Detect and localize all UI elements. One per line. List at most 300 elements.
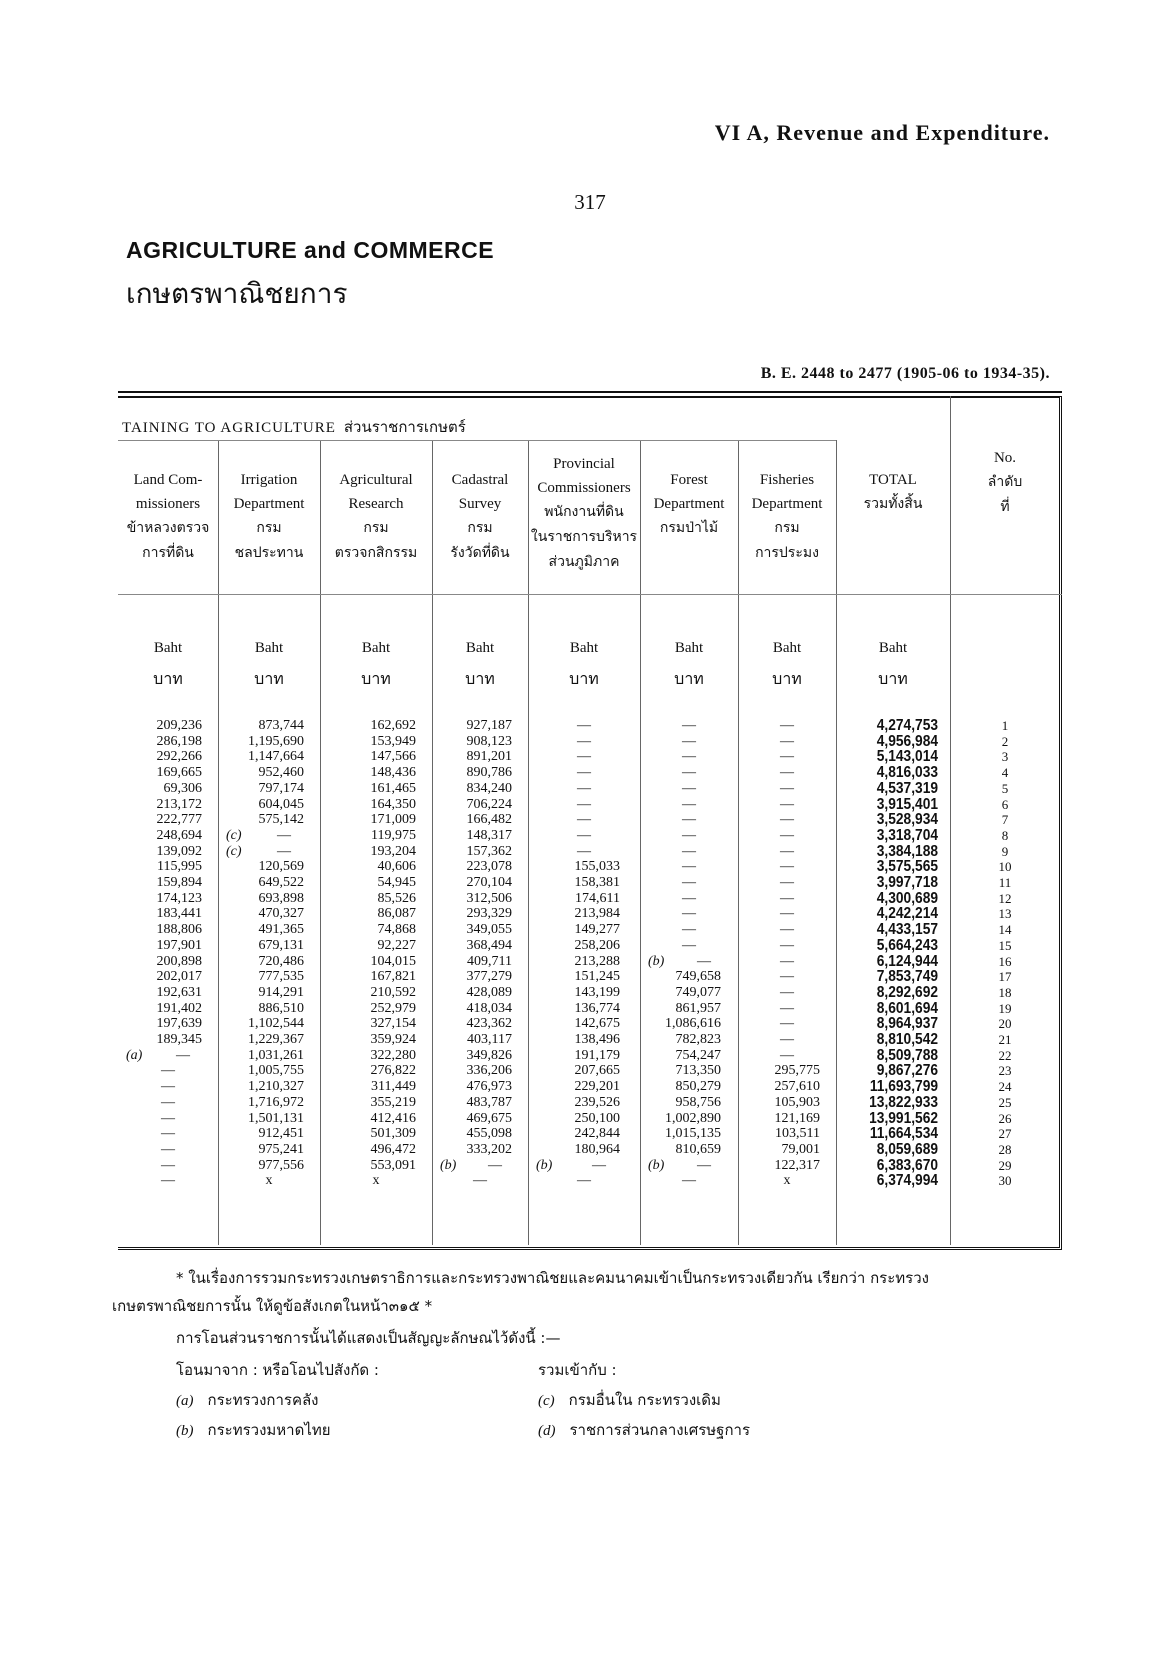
table-cell: 873,744 xyxy=(258,718,304,733)
table-cell: — xyxy=(577,733,591,749)
table-cell: 749,658 xyxy=(675,969,721,985)
total-cell: 6,124,944 xyxy=(876,952,938,970)
table-cell: 952,460 xyxy=(258,765,304,781)
table-cell: — xyxy=(682,749,696,765)
table-cell: — xyxy=(780,922,794,938)
footnote-marker: (b) xyxy=(440,1157,457,1173)
table-cell: 222,777 xyxy=(156,812,202,828)
table-cell: 810,659 xyxy=(675,1141,721,1157)
table-cell: — xyxy=(697,1157,711,1173)
table-cell: 927,187 xyxy=(466,718,512,733)
table-cell: 103,511 xyxy=(775,1126,820,1142)
column-header-thai: กรม xyxy=(774,520,800,536)
table-cell: 151,245 xyxy=(574,969,620,985)
column-header-thai: ชลประทาน xyxy=(234,545,304,561)
table-cell: 171,009 xyxy=(370,812,416,828)
column-header-english: Land Com- xyxy=(133,472,203,488)
table-cell: — xyxy=(161,1173,175,1189)
header-rule xyxy=(118,594,1062,595)
total-cell: 3,575,565 xyxy=(876,858,938,876)
column-header-thai: รังวัดที่ดิน xyxy=(450,545,510,561)
column-header-english: Forest xyxy=(670,472,708,488)
table-cell: — xyxy=(682,718,696,733)
table-cell: 207,665 xyxy=(574,1063,620,1079)
table-cell: 1,015,135 xyxy=(665,1126,721,1142)
legend-item-d: (d) ราชการส่วนกลางเศรษฐการ xyxy=(538,1421,751,1439)
table-cell: — xyxy=(161,1157,175,1173)
unit-thai: บาท xyxy=(465,669,495,688)
table-cell: 148,436 xyxy=(370,765,416,781)
unit-label xyxy=(640,640,738,692)
table-cell: 223,078 xyxy=(466,859,512,875)
table-cell: 136,774 xyxy=(574,1000,620,1016)
table-cell: — xyxy=(277,843,291,859)
table-cell: — xyxy=(682,922,696,938)
row-number: 21 xyxy=(998,1032,1012,1047)
column-header xyxy=(118,468,218,566)
column-header xyxy=(950,446,1060,520)
column-header-thai: ลำดับ xyxy=(987,474,1023,490)
table-cell: 147,566 xyxy=(370,749,416,765)
table-cell: 276,822 xyxy=(370,1063,416,1079)
table-cell: 162,692 xyxy=(370,718,416,733)
table-cell: — xyxy=(577,780,591,796)
table-cell: 191,179 xyxy=(574,1047,620,1063)
table-cell: 977,556 xyxy=(258,1157,304,1173)
table-cell: — xyxy=(780,1000,794,1016)
table-cell: 720,486 xyxy=(258,953,304,969)
table-cell: 368,494 xyxy=(466,937,512,953)
column-header xyxy=(432,468,528,566)
table-cell: — xyxy=(682,796,696,812)
table-cell: 200,898 xyxy=(156,953,202,969)
table-cell: — xyxy=(780,969,794,985)
total-cell: 4,242,214 xyxy=(876,905,938,923)
table-cell: 975,241 xyxy=(258,1141,304,1157)
table-cell: 749,077 xyxy=(675,984,721,1000)
unit-english: Baht xyxy=(569,640,599,656)
table-cell: 174,123 xyxy=(156,890,202,906)
table-cell: 377,279 xyxy=(466,969,512,985)
table-cell: — xyxy=(780,1032,794,1047)
total-cell: 3,384,188 xyxy=(876,842,938,860)
table-cell: 257,610 xyxy=(774,1079,820,1095)
total-cell: 8,810,542 xyxy=(876,1031,938,1048)
table-cell: — xyxy=(161,1126,175,1142)
unit-thai: บาท xyxy=(254,669,284,688)
top-rule xyxy=(118,391,1062,393)
table-cell: 1,031,261 xyxy=(248,1047,304,1063)
row-number: 9 xyxy=(1001,843,1009,859)
period-heading: B. E. 2448 to 2477 (1905-06 to 1934-35). xyxy=(760,365,1050,382)
table-cell: — xyxy=(682,875,696,890)
table-cell: 359,924 xyxy=(370,1032,416,1047)
table-cell: — xyxy=(697,953,711,969)
table-cell: 157,362 xyxy=(466,843,512,859)
row-number: 6 xyxy=(1001,796,1009,812)
total-cell: 9,867,276 xyxy=(876,1062,938,1080)
table-cell: 713,350 xyxy=(675,1063,721,1079)
row-number: 1 xyxy=(1001,718,1009,733)
unit-thai: บาท xyxy=(361,669,391,688)
table-cell: 167,821 xyxy=(370,969,416,985)
table-cell: 491,365 xyxy=(258,922,304,938)
unit-english: Baht xyxy=(361,640,391,656)
table-cell: 54,945 xyxy=(377,875,416,890)
column-header-english: Department xyxy=(233,496,305,512)
table-cell: — xyxy=(682,937,696,953)
table-cell: — xyxy=(780,890,794,906)
row-number: 25 xyxy=(998,1094,1012,1110)
column-header-english: No. xyxy=(993,450,1017,466)
table-cell: 139,092 xyxy=(156,843,202,859)
table-cell: 169,665 xyxy=(156,765,202,781)
column-header-english: TOTAL xyxy=(869,472,917,488)
table-cell: — xyxy=(277,827,291,843)
unit-english: Baht xyxy=(674,640,704,656)
page-number: 317 xyxy=(574,190,606,214)
table-cell: 476,973 xyxy=(466,1079,512,1095)
row-number: 10 xyxy=(998,859,1012,875)
column-header-thai: กรมป่าไม้ xyxy=(659,520,719,536)
column-header-english: Commissioners xyxy=(537,480,631,496)
table-cell: — xyxy=(577,827,591,843)
footnote-marker: (b) xyxy=(648,1157,665,1173)
table-cell: 777,535 xyxy=(258,969,304,985)
table-cell: 239,526 xyxy=(574,1094,620,1110)
table-cell: 333,202 xyxy=(466,1141,512,1157)
row-number: 29 xyxy=(998,1157,1012,1173)
table-cell: 418,034 xyxy=(466,1000,512,1016)
table-cell: — xyxy=(682,765,696,781)
column-header-english: Provincial xyxy=(553,456,615,472)
row-number: 20 xyxy=(998,1016,1012,1032)
table-cell: — xyxy=(780,733,794,749)
column-header-english: Fisheries xyxy=(759,472,815,488)
table-cell: — xyxy=(780,984,794,1000)
table-cell: 258,206 xyxy=(574,937,620,953)
section-title: VI A, Revenue and Expenditure. xyxy=(714,120,1050,145)
table-cell: — xyxy=(682,890,696,906)
row-number: 7 xyxy=(1001,812,1009,828)
total-cell: 5,664,243 xyxy=(876,936,938,954)
table-cell: 1,147,664 xyxy=(248,749,304,765)
table-cell: 149,277 xyxy=(574,922,620,938)
table-cell: 1,210,327 xyxy=(248,1079,304,1095)
table-cell: 292,266 xyxy=(156,749,202,765)
table-cell: 553,091 xyxy=(370,1157,416,1173)
footnote-marker: (a) xyxy=(126,1047,143,1063)
table-cell: 213,288 xyxy=(574,953,620,969)
column-header-english: missioners xyxy=(135,496,201,512)
row-number: 8 xyxy=(1001,827,1009,843)
table-cell: 119,975 xyxy=(371,827,416,843)
unit-thai: บาท xyxy=(674,669,704,688)
total-cell: 8,601,694 xyxy=(876,999,938,1017)
table-cell: 914,291 xyxy=(258,984,304,1000)
table-cell: 501,309 xyxy=(370,1126,416,1142)
table-cell: 188,806 xyxy=(156,922,202,938)
table-cell: 252,979 xyxy=(370,1000,416,1016)
group-label-english: TAINING TO AGRICULTURE xyxy=(122,420,336,436)
table-cell: — xyxy=(176,1047,190,1063)
table-cell: 142,675 xyxy=(574,1016,620,1032)
table-cell: — xyxy=(488,1157,502,1173)
table-cell: 120,569 xyxy=(258,859,304,875)
table-cell: 213,172 xyxy=(156,796,202,812)
table-cell: 908,123 xyxy=(466,733,512,749)
table-cell: 166,482 xyxy=(466,812,512,828)
table-cell: 286,198 xyxy=(156,733,202,749)
group-label-thai: ส่วนราชการเกษตร์ xyxy=(343,418,466,436)
column-header-thai: พนักงานที่ดิน xyxy=(544,504,624,520)
footnote-line-3: การโอนส่วนราชการนั้นได้แสดงเป็นสัญญะลักษณไว้ดังนี้ :— xyxy=(176,1329,561,1347)
footnote-marker: (b) xyxy=(536,1157,553,1173)
table-cell: 850,279 xyxy=(675,1079,721,1095)
table-cell: 174,611 xyxy=(575,890,620,906)
unit-label xyxy=(528,640,640,692)
table-cell: 311,449 xyxy=(371,1079,416,1095)
table-cell: — xyxy=(161,1141,175,1157)
total-cell: 6,383,670 xyxy=(876,1156,938,1174)
table-cell: — xyxy=(780,1016,794,1032)
column-header-thai: กรม xyxy=(467,520,493,536)
table-cell: 958,756 xyxy=(675,1094,721,1110)
row-number: 26 xyxy=(998,1110,1012,1126)
table-cell: 79,001 xyxy=(781,1141,820,1157)
table-cell: — xyxy=(682,733,696,749)
table-cell: 327,154 xyxy=(370,1016,416,1032)
table-cell: 1,005,755 xyxy=(248,1063,304,1079)
total-cell: 6,374,994 xyxy=(876,1172,938,1190)
table-cell: 192,631 xyxy=(156,984,202,1000)
column-header-english: Irrigation xyxy=(240,472,298,488)
unit-thai: บาท xyxy=(569,669,599,688)
table-cell: — xyxy=(780,765,794,781)
column-header-english: Agricultural xyxy=(339,472,413,488)
page-title-thai: เกษตรพาณิชยการ xyxy=(126,277,348,310)
table-cell: 40,606 xyxy=(377,859,416,875)
table-cell: — xyxy=(161,1094,175,1110)
table-cell: — xyxy=(577,812,591,828)
table-cell: 470,327 xyxy=(258,906,304,922)
table-cell: — xyxy=(682,812,696,828)
table-cell: 649,522 xyxy=(258,875,304,890)
table-cell: 1,716,972 xyxy=(248,1094,304,1110)
table-cell: 349,055 xyxy=(466,922,512,938)
table-cell: 104,015 xyxy=(370,953,416,969)
table-cell: 74,868 xyxy=(377,922,416,938)
row-number: 28 xyxy=(998,1141,1012,1157)
table-cell: 202,017 xyxy=(156,969,202,985)
table-cell: 423,362 xyxy=(466,1016,512,1032)
table-cell: 105,903 xyxy=(774,1094,820,1110)
column-header-thai: กรม xyxy=(363,520,389,536)
table-cell: 1,229,367 xyxy=(248,1032,304,1047)
table-cell: — xyxy=(577,1173,591,1189)
table-cell: — xyxy=(780,749,794,765)
table-cell: 155,033 xyxy=(574,859,620,875)
total-cell: 3,318,704 xyxy=(876,826,938,844)
table-cell: 412,416 xyxy=(370,1110,416,1126)
table-cell: 890,786 xyxy=(466,765,512,781)
column-header-thai: การที่ดิน xyxy=(142,545,194,561)
table-cell: — xyxy=(161,1110,175,1126)
table-cell: 782,823 xyxy=(675,1032,721,1047)
table-cell: — xyxy=(780,780,794,796)
table-cell: 312,506 xyxy=(466,890,512,906)
table-cell: — xyxy=(780,843,794,859)
unit-label xyxy=(836,640,950,692)
table-cell: 483,787 xyxy=(466,1094,512,1110)
table-cell: — xyxy=(780,953,794,969)
footnote-marker: (c) xyxy=(226,843,242,859)
table-cell: — xyxy=(780,906,794,922)
total-cell: 13,991,562 xyxy=(869,1109,938,1127)
row-number: 3 xyxy=(1001,749,1009,765)
table-cell: 754,247 xyxy=(675,1047,721,1063)
table-cell: — xyxy=(473,1173,487,1189)
row-number: 22 xyxy=(998,1047,1012,1063)
unit-english: Baht xyxy=(465,640,495,656)
table-cell: — xyxy=(682,843,696,859)
table-cell: 138,496 xyxy=(574,1032,620,1047)
table-cell: — xyxy=(682,780,696,796)
column-header-thai: ในราชการบริหาร xyxy=(530,529,638,545)
table-cell: 180,964 xyxy=(574,1141,620,1157)
table-cell: 197,901 xyxy=(156,937,202,953)
table-cell: 912,451 xyxy=(258,1126,304,1142)
table-cell: — xyxy=(780,718,794,733)
legend-item-a: (a) กระทรวงการคลัง xyxy=(176,1391,319,1409)
page-title-english: AGRICULTURE and COMMERCE xyxy=(126,237,495,263)
table-cell: 295,775 xyxy=(774,1063,820,1079)
table-cell: 148,317 xyxy=(466,827,512,843)
total-cell: 8,509,788 xyxy=(876,1046,938,1064)
row-number: 15 xyxy=(998,937,1012,953)
table-cell: — xyxy=(780,827,794,843)
group-rule xyxy=(118,440,836,441)
row-number: 24 xyxy=(998,1079,1012,1095)
table-cell: 834,240 xyxy=(466,780,512,796)
table-cell: 209,236 xyxy=(156,718,202,733)
footnote-line-2: เกษตรพาณิชยการนั้น ให้ดูข้อสังเกตในหน้า๓๑๕ * xyxy=(112,1297,433,1315)
total-cell: 3,528,934 xyxy=(876,811,938,829)
table-cell: — xyxy=(577,749,591,765)
table-cell: 86,087 xyxy=(377,906,416,922)
table-cell: 158,381 xyxy=(574,875,620,890)
column-header-english: Department xyxy=(653,496,725,512)
table-cell: 349,826 xyxy=(466,1047,512,1063)
column-header xyxy=(320,468,432,566)
table-cell: — xyxy=(682,906,696,922)
column-header-english: Research xyxy=(348,496,404,512)
unit-english: Baht xyxy=(254,640,284,656)
table-cell: 355,219 xyxy=(370,1094,416,1110)
table-cell: — xyxy=(577,718,591,733)
legend-item-b: (b) กระทรวงมหาดไทย xyxy=(176,1421,331,1439)
total-cell: 3,915,401 xyxy=(876,795,938,813)
column-header xyxy=(640,468,738,541)
row-number: 17 xyxy=(998,969,1012,985)
table-cell: 143,199 xyxy=(574,984,620,1000)
unit-label xyxy=(320,640,432,692)
table-cell: — xyxy=(780,1047,794,1063)
table-cell: 189,345 xyxy=(156,1032,202,1047)
table-cell: 469,675 xyxy=(466,1110,512,1126)
merged-label: รวมเข้ากับ : xyxy=(538,1361,617,1379)
row-number: 14 xyxy=(998,922,1012,938)
table-cell: — xyxy=(161,1079,175,1095)
table-cell: 409,711 xyxy=(467,953,512,969)
total-cell: 4,537,319 xyxy=(876,779,938,797)
total-cell: 4,433,157 xyxy=(876,921,938,939)
column-header-thai: ข้าหลวงตรวจ xyxy=(126,520,210,536)
legend-item-c: (c) กรมอื่นใน กระทรวงเดิม xyxy=(538,1391,721,1409)
row-number: 12 xyxy=(998,890,1012,906)
column-header-thai: ที่ xyxy=(1000,499,1010,515)
table-cell: — xyxy=(161,1063,175,1079)
table-cell: 191,402 xyxy=(156,1000,202,1016)
total-cell: 5,143,014 xyxy=(876,748,938,766)
row-number: 18 xyxy=(998,984,1012,1000)
row-number: 4 xyxy=(1001,765,1009,781)
table-cell: — xyxy=(577,843,591,859)
table-cell: 861,957 xyxy=(675,1000,721,1016)
table-cell: — xyxy=(682,1173,696,1189)
total-cell: 4,274,753 xyxy=(876,717,938,734)
table-cell: 575,142 xyxy=(258,812,304,828)
unit-thai: บาท xyxy=(772,669,802,688)
unit-english: Baht xyxy=(878,640,908,656)
table-cell: 496,472 xyxy=(370,1141,416,1157)
table-cell: 115,995 xyxy=(157,859,202,875)
column-header xyxy=(836,468,950,517)
total-cell: 4,300,689 xyxy=(876,889,938,907)
table-cell: 229,201 xyxy=(574,1079,620,1095)
table-cell: 122,317 xyxy=(774,1157,820,1173)
total-cell: 8,292,692 xyxy=(876,983,938,1001)
column-header-thai: การประมง xyxy=(755,545,819,561)
column-header-english: Department xyxy=(751,496,823,512)
table-cell: 121,169 xyxy=(774,1110,820,1126)
table-cell: 183,441 xyxy=(156,906,202,922)
table-cell: x xyxy=(265,1173,273,1189)
row-number: 23 xyxy=(998,1063,1012,1079)
column-header xyxy=(528,452,640,575)
table-cell: 197,639 xyxy=(156,1016,202,1032)
table-cell: 1,102,544 xyxy=(248,1016,304,1032)
unit-label xyxy=(432,640,528,692)
table-cell: 693,898 xyxy=(258,890,304,906)
table-cell: 159,894 xyxy=(156,875,202,890)
table-cell: 213,984 xyxy=(574,906,620,922)
table-cell: 161,465 xyxy=(370,780,416,796)
row-number: 16 xyxy=(998,953,1012,969)
table-cell: 336,206 xyxy=(466,1063,512,1079)
total-cell: 4,816,033 xyxy=(876,764,938,782)
table-cell: 679,131 xyxy=(258,937,304,953)
table-cell: 293,329 xyxy=(466,906,512,922)
column-header-thai: กรม xyxy=(256,520,282,536)
table-cell: — xyxy=(682,859,696,875)
table-cell: 1,086,616 xyxy=(665,1016,721,1032)
table-cell: 1,002,890 xyxy=(665,1110,721,1126)
row-number: 13 xyxy=(998,906,1012,922)
column-header-thai: ส่วนภูมิภาค xyxy=(548,554,620,570)
column-header-thai: รวมทั้งสิ้น xyxy=(863,496,923,512)
unit-label xyxy=(218,640,320,692)
